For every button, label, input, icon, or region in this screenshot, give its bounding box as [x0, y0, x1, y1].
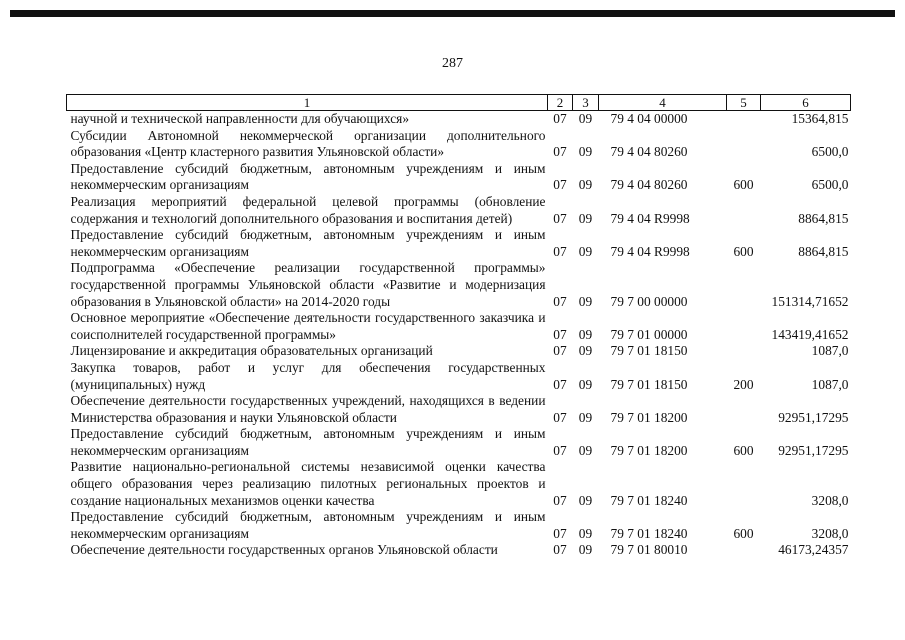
- row-target-code: 79 4 04 80260: [610, 177, 688, 193]
- row-section: 07: [553, 111, 567, 126]
- header-col-3: 3: [573, 95, 599, 111]
- row-amount: 8864,815: [798, 243, 849, 259]
- row-subsection: 09: [578, 442, 593, 458]
- table-row: [67, 161, 851, 194]
- row-subsection: 09: [578, 177, 593, 193]
- row-target-code: 79 7 01 00000: [610, 326, 688, 342]
- row-target-code: 79 7 01 18200: [610, 409, 688, 425]
- row-amount: 46173,24357: [778, 542, 849, 558]
- row-section: 07: [553, 293, 567, 309]
- table-row: [67, 310, 851, 343]
- header-col-1: 1: [67, 95, 548, 111]
- row-target-code: 79 4 04 R9998: [610, 243, 690, 259]
- table-row: [67, 542, 851, 559]
- row-subsection: 09: [578, 144, 593, 160]
- row-subsection: 09: [578, 376, 593, 392]
- row-amount: 143419,41652: [771, 326, 849, 342]
- row-target-code: 79 7 01 80010: [610, 542, 688, 558]
- row-subsection: 09: [578, 243, 593, 259]
- row-expense-type: 600: [733, 442, 754, 458]
- row-subsection: 09: [578, 111, 593, 126]
- row-subsection: 09: [578, 326, 593, 342]
- row-subsection: 09: [578, 210, 593, 226]
- row-expense-type: [727, 343, 761, 360]
- row-target-code: 79 4 04 R9998: [610, 210, 690, 226]
- row-section: 07: [553, 409, 567, 425]
- row-expense-type: [727, 260, 761, 310]
- row-section: 07: [553, 144, 567, 160]
- row-amount: 92951,17295: [778, 409, 849, 425]
- row-section: 07: [553, 492, 567, 508]
- header-col-4: 4: [599, 95, 727, 111]
- table-row: [67, 509, 851, 542]
- row-amount: 151314,71652: [771, 293, 849, 309]
- row-amount: 3208,0: [811, 525, 849, 541]
- row-subsection: 09: [578, 525, 593, 541]
- row-amount: 8864,815: [798, 210, 849, 226]
- table-row: [67, 343, 851, 360]
- header-row: [67, 95, 851, 111]
- page-number: 287: [442, 56, 463, 71]
- header-col-5: 5: [727, 95, 761, 111]
- table-row: [67, 111, 851, 128]
- table-row: [67, 194, 851, 227]
- row-target-code: 79 7 01 18240: [610, 492, 688, 508]
- row-name: Подпрограмма «Обеспечение реализации государственной программы» государственной программы Ульяновской области «Развитие и модернизация образования в Ульяновской области» на 2014-2020 годы: [70, 260, 546, 309]
- row-name: Основное мероприятие «Обеспечение деятельности государственного заказчика и соисполнителей государственной программы»: [70, 310, 546, 342]
- row-name: Обеспечение деятельности государственных органов Ульяновской области: [70, 542, 498, 558]
- row-target-code: 79 7 01 18150: [610, 343, 688, 359]
- row-subsection: 09: [578, 293, 593, 309]
- row-amount: 1087,0: [811, 376, 849, 392]
- row-subsection: 09: [578, 343, 593, 359]
- table-row: [67, 260, 851, 310]
- row-section: 07: [553, 210, 567, 226]
- row-amount: 15364,815: [791, 111, 849, 126]
- row-amount: 1087,0: [811, 343, 849, 359]
- row-target-code: 79 4 04 00000: [610, 111, 688, 126]
- header-col-2: 2: [548, 95, 573, 111]
- row-subsection: 09: [578, 492, 593, 508]
- row-section: 07: [553, 243, 567, 259]
- row-target-code: 79 7 01 18240: [610, 525, 688, 541]
- row-expense-type: [727, 459, 761, 509]
- top-border-bar: [10, 10, 895, 17]
- row-expense-type: [727, 393, 761, 426]
- row-target-code: 79 7 01 18200: [610, 442, 688, 458]
- row-section: 07: [553, 442, 567, 458]
- row-target-code: 79 4 04 80260: [610, 144, 688, 160]
- row-name: Обеспечение деятельности государственных учреждений, находящихся в ведении Министерства образования и науки Ульяновской области: [70, 393, 546, 425]
- table-row: [67, 426, 851, 459]
- row-name: Субсидии Автономной некоммерческой организации дополнительного образования «Центр кластерного развития Ульяновской области»: [70, 127, 546, 160]
- table-row: [67, 128, 851, 161]
- row-expense-type: [727, 128, 761, 161]
- row-name: научной и технической направленности для обучающихся»: [70, 111, 410, 126]
- row-name: Предоставление субсидий бюджетным, автономным учреждениям и иным некоммерческим организациям: [70, 227, 546, 259]
- row-name: Предоставление субсидий бюджетным, автономным учреждениям и иным некоммерческим организациям: [70, 160, 546, 193]
- table-row: [67, 227, 851, 260]
- row-section: 07: [553, 343, 567, 359]
- row-expense-type: 600: [733, 525, 754, 541]
- row-amount: 6500,0: [811, 177, 849, 193]
- row-expense-type: 200: [733, 376, 754, 392]
- row-name: Закупка товаров, работ и услуг для обеспечения государственных (муниципальных) нужд: [70, 359, 546, 392]
- row-expense-type: 600: [733, 243, 754, 259]
- row-expense-type: [727, 194, 761, 227]
- table-row: [67, 393, 851, 426]
- table-row: [67, 459, 851, 509]
- row-name: Реализация мероприятий федеральной целевой программы (обновление содержания и технологий дополнительного образования и воспитания детей): [70, 193, 546, 226]
- row-expense-type: [727, 310, 761, 343]
- row-name: Развитие национально-региональной системы независимой оценки качества общего образования через реализацию пилотных региональных проектов и создание национальных механизмов оценки качества: [70, 459, 546, 508]
- row-name: Предоставление субсидий бюджетным, автономным учреждениям и иным некоммерческим организациям: [70, 426, 546, 458]
- row-amount: 92951,17295: [778, 442, 849, 458]
- row-section: 07: [553, 376, 567, 392]
- row-name: Лицензирование и аккредитация образовательных организаций: [70, 343, 433, 359]
- table-row: [67, 360, 851, 393]
- header-col-6: 6: [761, 95, 851, 111]
- row-expense-type: 600: [733, 177, 754, 193]
- row-expense-type: [727, 542, 761, 559]
- row-name: Предоставление субсидий бюджетным, автономным учреждениям и иным некоммерческим организациям: [70, 509, 546, 541]
- row-target-code: 79 7 00 00000: [610, 293, 688, 309]
- row-expense-type: [727, 111, 761, 128]
- row-section: 07: [553, 542, 567, 558]
- row-section: 07: [553, 326, 567, 342]
- row-amount: 6500,0: [811, 144, 849, 160]
- budget-table: [66, 94, 851, 559]
- row-subsection: 09: [578, 409, 593, 425]
- row-section: 07: [553, 525, 567, 541]
- row-amount: 3208,0: [811, 492, 849, 508]
- row-target-code: 79 7 01 18150: [610, 376, 688, 392]
- row-subsection: 09: [578, 542, 593, 558]
- row-section: 07: [553, 177, 567, 193]
